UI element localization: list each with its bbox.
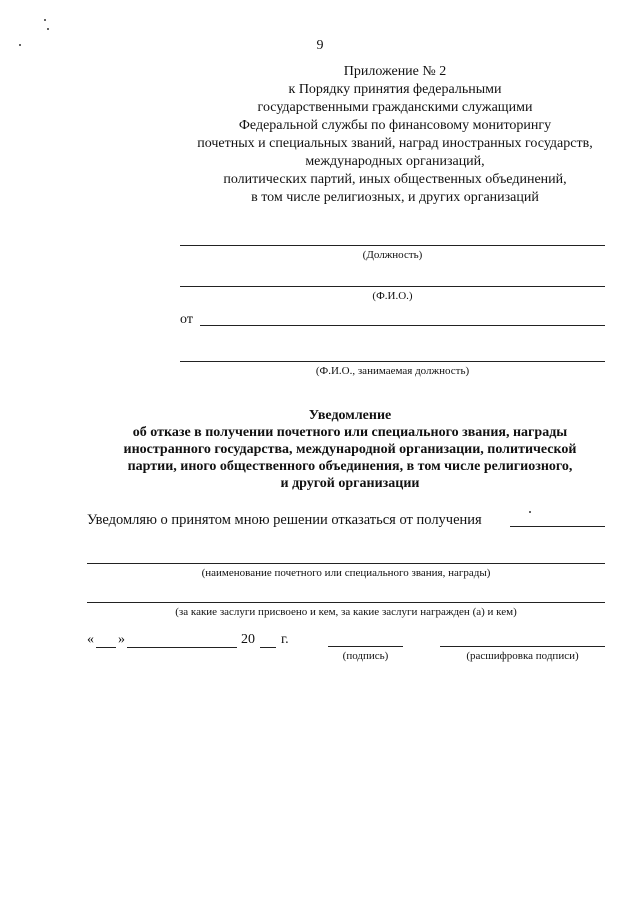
sender-line[interactable] [180,361,605,362]
page-number: 9 [316,38,324,53]
notice-line: партии, иного общественного объединения, в том числе религиозного, [127,459,573,474]
sender-caption: (Ф.И.О., занимаемая должность) [315,365,470,377]
appendix-line: государственными гражданскими служащими [257,100,533,115]
month-line[interactable] [127,647,237,648]
day-line[interactable] [96,647,116,648]
fio-line[interactable] [180,286,605,287]
appendix-block [180,63,610,207]
appendix-line: Федеральной службы по финансовому мониторингу [238,118,552,133]
scan-speck [44,19,46,21]
from-label: от [180,312,193,327]
notice-line: и другой организации [280,476,420,491]
appendix-line: политических партий, иных общественных объединений, [223,172,567,187]
quote-close: » [118,632,125,647]
scan-speck [529,511,531,513]
appendix-line: почетных и специальных званий, наград иностранных государств, [197,136,593,151]
fio-caption: (Ф.И.О.) [372,290,413,302]
from-line[interactable] [200,325,605,326]
notice-block [60,407,640,492]
notice-title: Уведомление [308,408,392,423]
merit-line[interactable] [87,602,605,603]
appendix-title: Приложение № 2 [343,64,447,79]
year-prefix: 20 [241,632,255,647]
decode-caption: (расшифровка подписи) [466,650,579,662]
award-line[interactable] [87,563,605,564]
award-caption: (наименование почетного или специального звания, награды) [201,567,491,579]
decode-line[interactable] [440,646,605,647]
quote-open: « [87,632,94,647]
year-line[interactable] [260,647,276,648]
notice-line: об отказе в получении почетного или специального звания, награды [132,425,568,440]
position-line[interactable] [180,245,605,246]
appendix-line: международных организаций, [305,154,485,169]
scan-speck [47,28,49,30]
signature-line[interactable] [328,646,403,647]
appendix-line: в том числе религиозных, и других организаций [251,190,539,205]
statement-text: Уведомляю о принятом мною решении отказаться от получения [87,512,482,528]
statement-line[interactable] [510,526,605,527]
notice-line: иностранного государства, международной организации, политической [123,442,577,457]
appendix-line: к Порядку принятия федеральными [288,82,502,97]
year-suffix: г. [281,632,289,647]
merit-caption: (за какие заслуги присвоено и кем, за какие заслуги награжден (а) и кем) [175,606,517,618]
position-caption: (Должность) [362,249,423,261]
signature-caption: (подпись) [342,650,389,662]
